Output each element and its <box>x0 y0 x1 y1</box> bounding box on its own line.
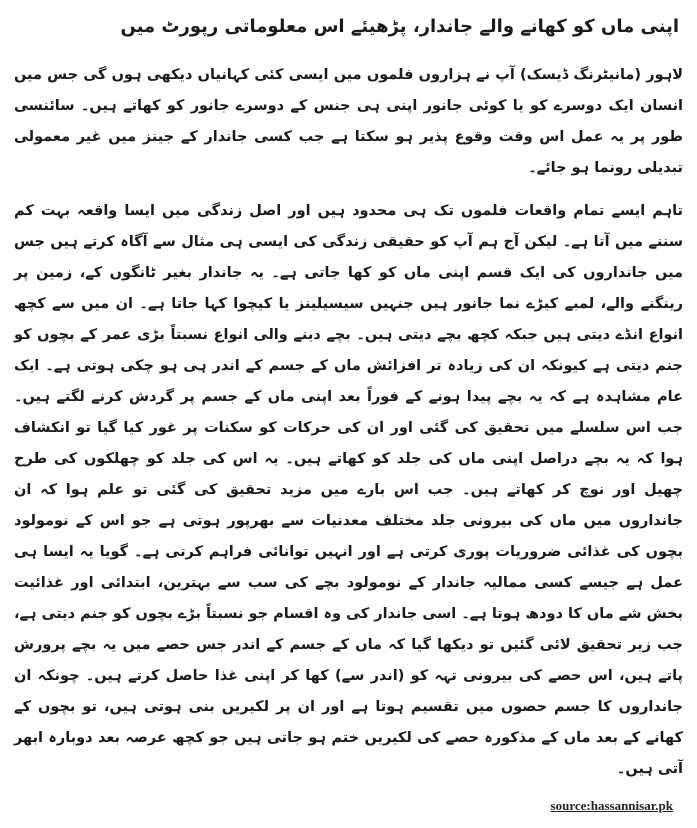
article-paragraph-intro: لاہور (مانیٹرنگ ڈیسک) آپ نے ہزاروں فلموں میں ایسی کئی کہانیاں دیکھی ہوں گی جس میں انسان ایک دوسرے کو یا کوئی جانور اپنی ہی جنس کے دوسرے جانور کو کھاتے ہیں۔ سائنسی طور پر یہ عمل اس وقت وقوع پذیر ہو سکتا ہے جب کسی جاندار کے جینز میں غیر معمولی تبدیلی رونما ہو جائے۔ <box>14 67 683 176</box>
article <box>14 10 683 797</box>
article-title: اپنی ماں کو کھانے والے جاندار، پڑھیئے اس معلوماتی رپورٹ میں <box>120 16 679 37</box>
article-paragraph-body: تاہم ایسے تمام واقعات فلموں تک ہی محدود ہیں اور اصل زندگی میں ایسا واقعہ بہت کم سننے میں آتا ہے۔ لیکن آج ہم آپ کو حقیقی زندگی کی ایسی ہی مثال سے آگاہ کرتے ہیں جس میں جانداروں کی ایک قسم اپنی ماں کو کھا جاتی ہے۔ یہ جاندار بغیر ٹانگوں کے، زمین پر رینگنے والے، لمبے کیڑے نما جانور ہیں جنہیں سیسیلینز یا کیچوا کہا جاتا ہے۔ ان میں سے کچھ انواع انڈے دیتی ہیں جبکہ کچھ بچے دیتی ہیں۔ بچے دینے والی انواع نسبتاً بڑی عمر کے بچوں کو جنم دیتی ہے کیونکہ ان کی زیادہ تر افزائش ماں کے جسم کے اندر ہی ہو چکی ہوتی ہے۔ ایک عام مشاہدہ ہے کہ یہ بچے پیدا ہونے کے فوراً بعد اپنی ماں کے جسم پر گردش کرنے لگتے ہیں۔ جب اس سلسلے میں تحقیق کی گئی اور ان کی حرکات کو سکنات پر غور کیا گیا تو انکشاف ہوا کہ یہ بچے دراصل اپنی ماں کی جلد کو کھاتے ہیں۔ یہ اس کی جلد کو چھلکوں کی طرح چھیل اور نوچ کر کھاتے ہیں۔ جب اس بارے میں مزید تحقیق کی گئی تو علم ہوا کہ ان جانداروں میں ماں کی بیرونی جلد مختلف معدنیات سے بھرپور ہوتی ہے جو اس کے نومولود بچوں کی غذائی ضروریات پوری کرتی ہے اور انہیں توانائی فراہم کرتی ہے۔ گویا یہ ایسا ہی عمل ہے جیسے کسی ممالیہ جاندار کے نومولود بچے کی سب سے بہترین، ابتدائی اور غذائیت بخش شے ماں کا دودھ ہوتا ہے۔ اسی جاندار کی وہ اقسام جو نسبتاً بڑے بچوں کو جنم دیتی ہے، جب زیر تحقیق لائی گئیں تو دیکھا گیا کہ ماں کے جسم کے اندر جس حصے میں یہ بچے پرورش پاتے ہیں، اس حصے کی بیرونی تہہ کو (اندر سے) کھا کر اپنی غذا حاصل کرتے ہیں۔ چونکہ ان جانداروں کا جسم حصوں میں تقسیم ہوتا ہے اور ان پر لکیریں بنی ہوتی ہیں، تو بچوں کے کھانے کے بعد ماں کے مذکورہ حصے کی لکیریں ختم ہو جاتی ہیں جو کچھ عرصہ بعد دوبارہ ابھر آتی ہیں۔ <box>14 203 683 777</box>
source-link[interactable]: source:hassannisar.pk <box>550 798 673 813</box>
